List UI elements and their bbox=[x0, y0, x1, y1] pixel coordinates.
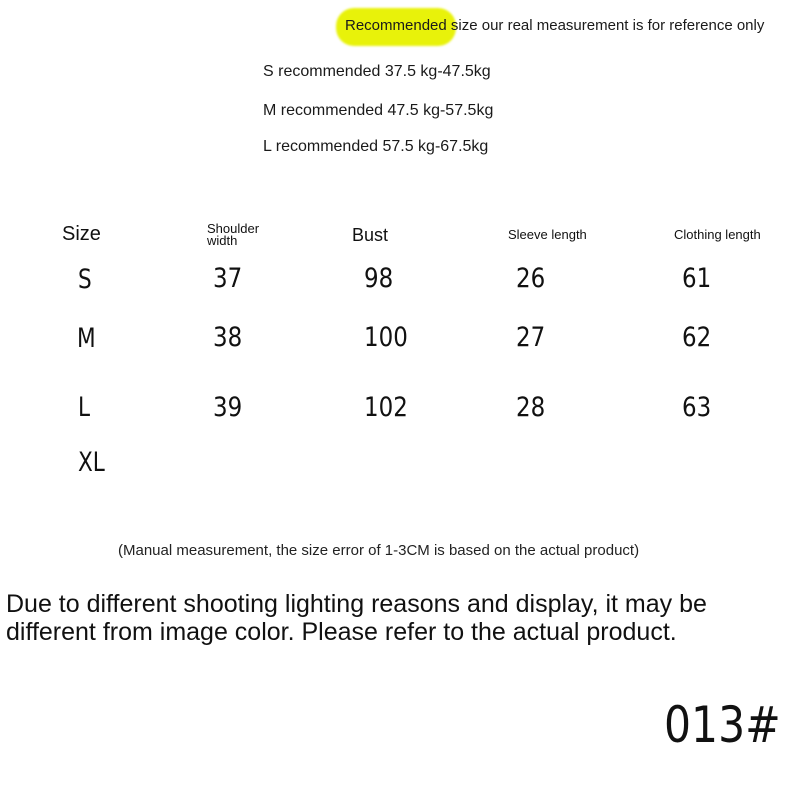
recommendation-l: L recommended 57.5 kg-67.5kg bbox=[263, 138, 489, 155]
measurement-note: (Manual measurement, the size error of 1-3CM is based on the actual product) bbox=[118, 542, 640, 559]
cell-clothing-s: 61 bbox=[682, 263, 712, 294]
header-shoulder-line2: width bbox=[207, 233, 238, 248]
cell-shoulder-m: 38 bbox=[213, 322, 243, 353]
header-shoulder bbox=[207, 223, 259, 247]
cell-bust-m: 100 bbox=[364, 322, 408, 353]
cell-clothing-l: 63 bbox=[682, 392, 712, 423]
recommendation-m: M recommended 47.5 kg-57.5kg bbox=[263, 102, 494, 119]
header-note-highlighted: Recommended bbox=[345, 17, 447, 34]
cell-shoulder-l: 39 bbox=[213, 392, 243, 423]
row-size-s: S bbox=[78, 264, 92, 295]
header-bust: Bust bbox=[352, 225, 389, 245]
header-clothing: Clothing length bbox=[674, 227, 761, 242]
header-sleeve: Sleeve length bbox=[508, 227, 587, 242]
recommendation-s: S recommended 37.5 kg-47.5kg bbox=[263, 63, 491, 80]
row-size-m: M bbox=[77, 323, 96, 354]
cell-sleeve-l: 28 bbox=[516, 392, 546, 423]
product-code: 013# bbox=[664, 696, 781, 754]
color-disclaimer: Due to different shooting lighting reasons and display, it may be different from image color. Please refer to the actual product. bbox=[6, 590, 707, 646]
header-size: Size bbox=[62, 223, 101, 245]
cell-shoulder-s: 37 bbox=[213, 263, 243, 294]
header-note-rest: size our real measurement is for reference only bbox=[446, 17, 765, 34]
header-note bbox=[345, 17, 764, 34]
cell-clothing-m: 62 bbox=[682, 322, 712, 353]
header-shoulder-line1: Shoulder bbox=[207, 221, 260, 236]
row-size-l: L bbox=[78, 392, 91, 423]
cell-bust-l: 102 bbox=[364, 392, 408, 423]
cell-sleeve-m: 27 bbox=[516, 322, 546, 353]
cell-sleeve-s: 26 bbox=[516, 263, 546, 294]
row-size-xl: XL bbox=[78, 447, 105, 478]
cell-bust-s: 98 bbox=[364, 263, 394, 294]
